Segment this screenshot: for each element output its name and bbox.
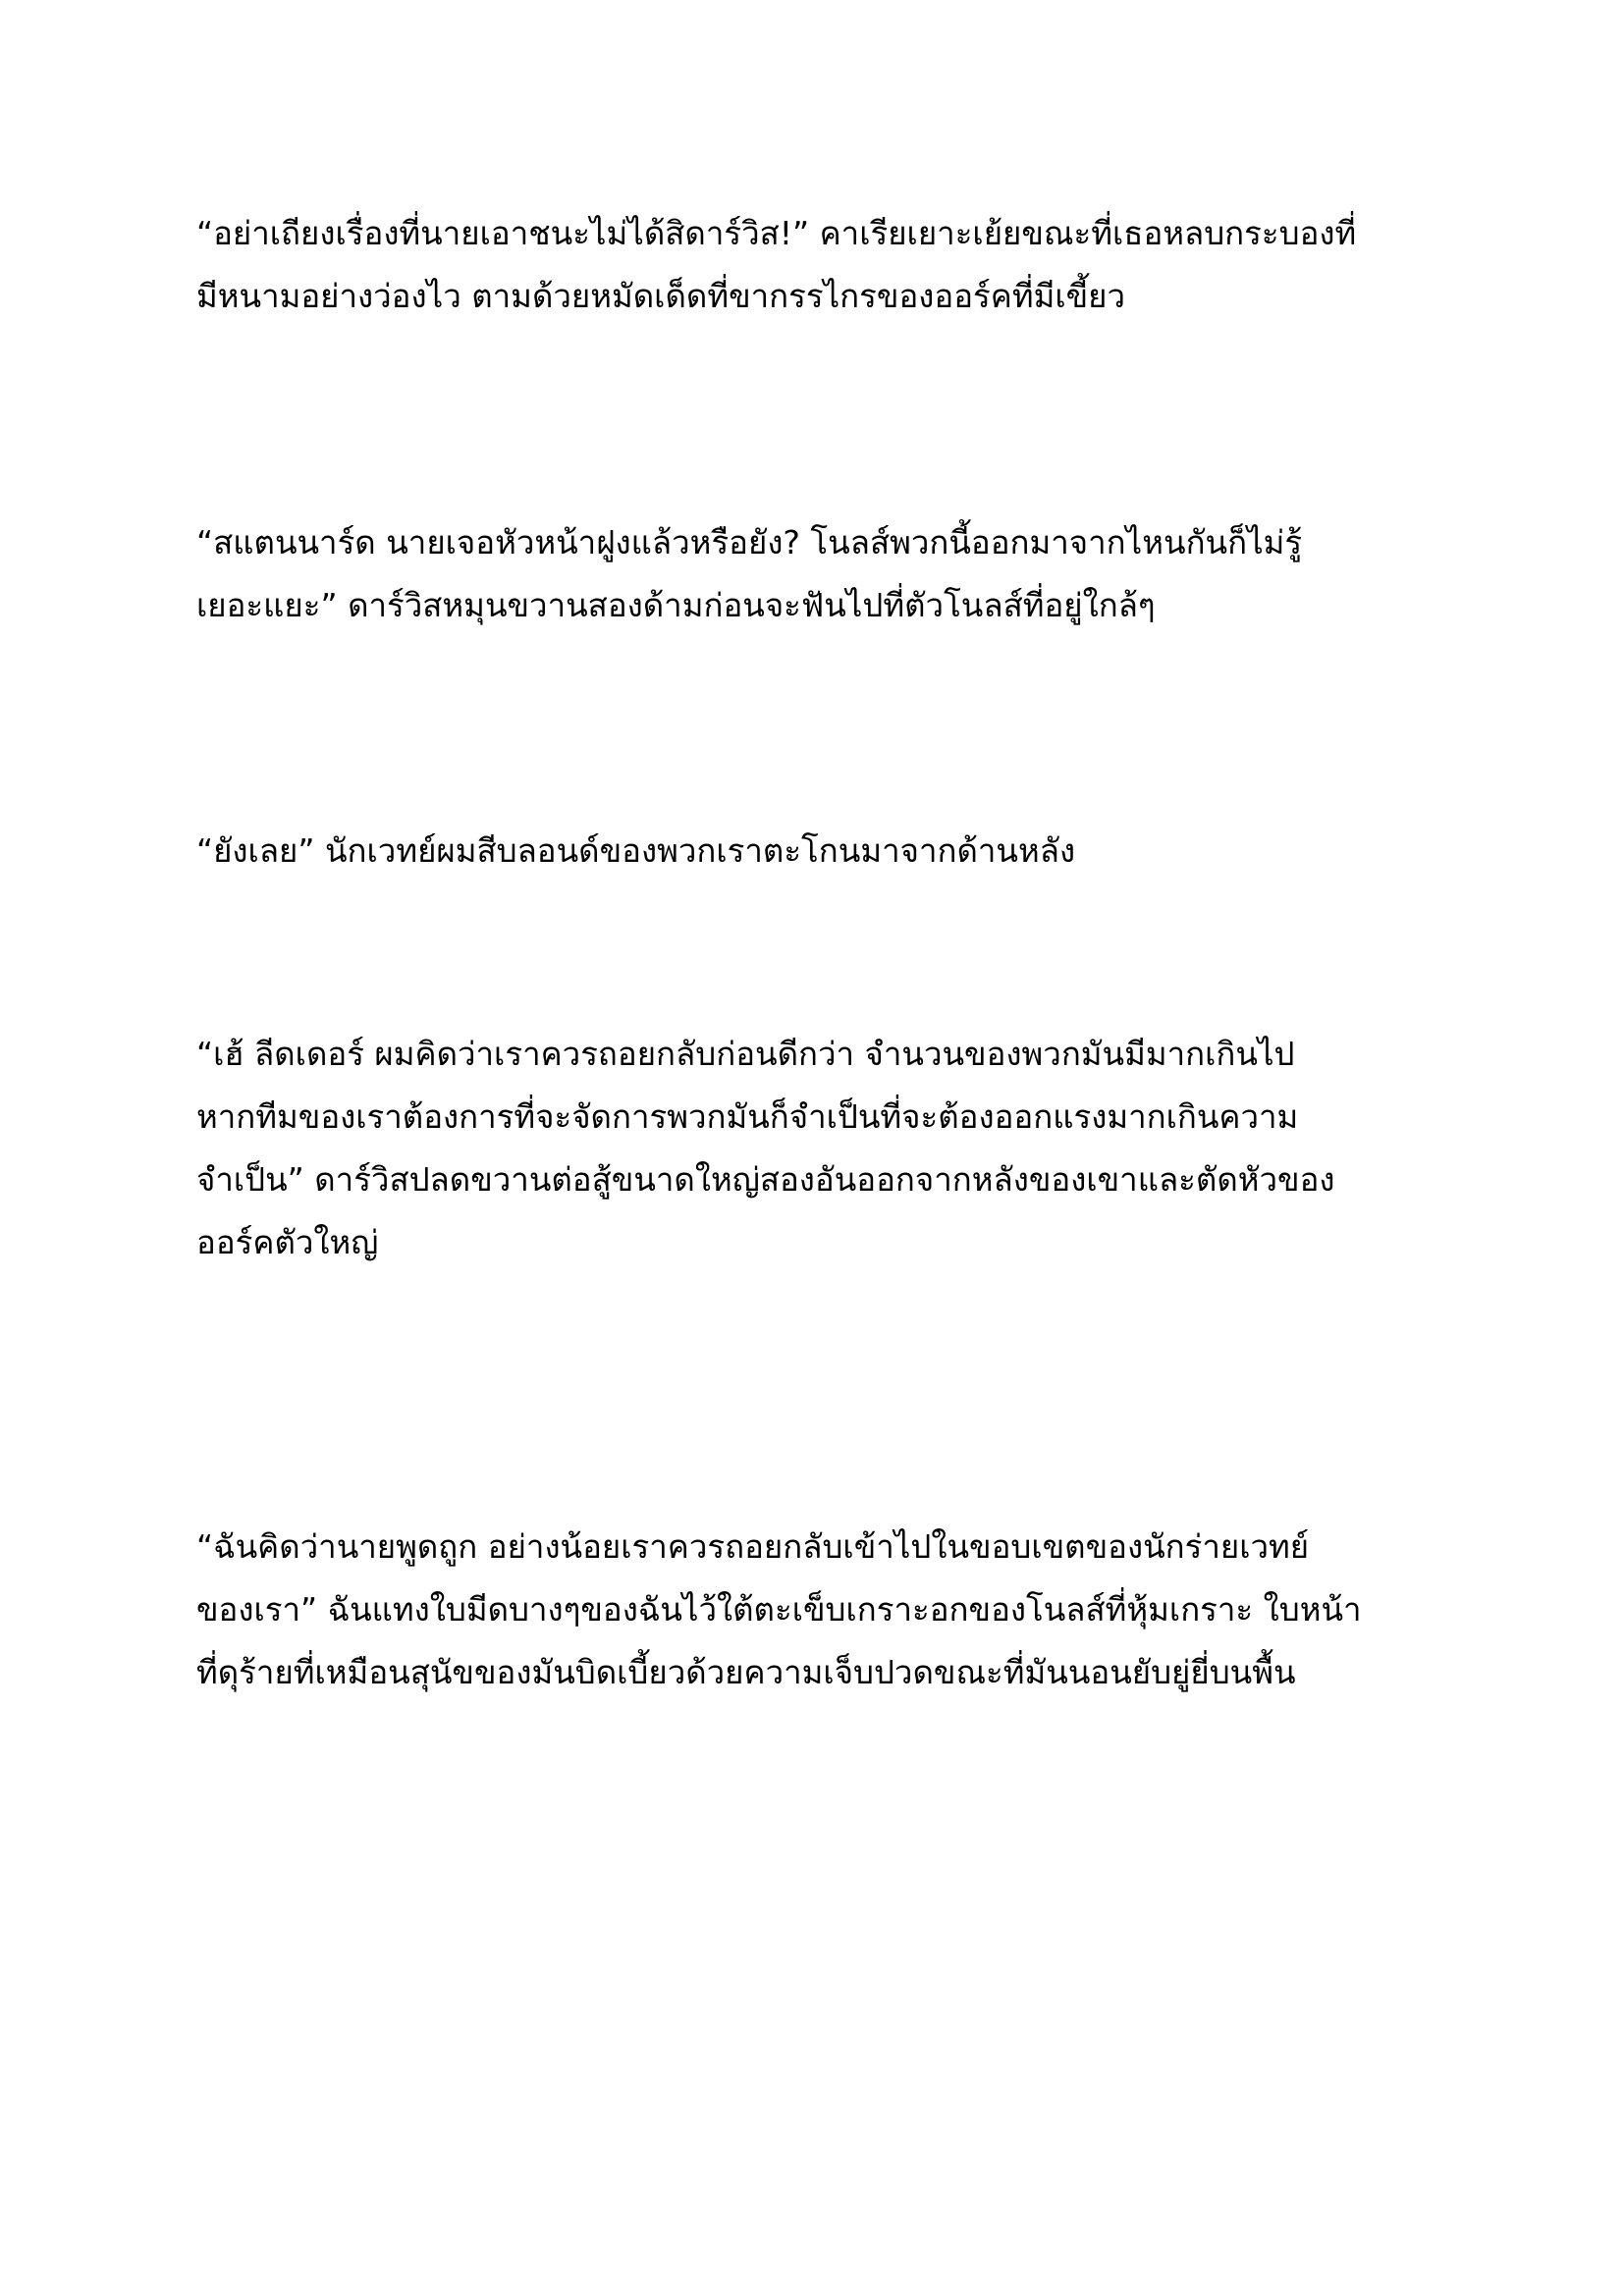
text-line: “ฉันคิดว่านายพูดถูก อย่างน้อยเราควรถอยกลับเข้าไปในขอบเขตของนักร่ายเวทย์ bbox=[196, 1527, 1310, 1566]
text-line: หากทีมของเราต้องการที่จะจัดการพวกมันก็จำเป็นที่จะต้องออกแรงมากเกินความ bbox=[196, 1097, 1299, 1136]
text-line: “เฮ้ ลีดเดอร์ ผมคิดว่าเราควรถอยกลับก่อนดีกว่า จำนวนของพวกมันมีมากเกินไป bbox=[196, 1035, 1295, 1073]
text-line: เยอะแยะ” ดาร์วิสหมุนขวานสองด้ามก่อนจะฟันไปที่ตัวโนลส์ที่อยู่ใกล้ๆ bbox=[196, 586, 1156, 624]
paragraph-3 bbox=[196, 820, 1443, 882]
text-line: ที่ดุร้ายที่เหมือนสุนัขของมันบิดเบี้ยวด้วยความเจ็บปวดขณะที่มันนอนยับยู่ยี่บนพื้น bbox=[196, 1653, 1296, 1691]
text-line: “ยังเลย” นักเวทย์ผมสีบลอนด์ของพวกเราตะโกนมาจากด้านหลัง bbox=[196, 831, 1076, 870]
text-line: “สแตนนาร์ด นายเจอหัวหน้าฝูงแล้วหรือยัง? โนลส์พวกนี้ออกมาจากไหนกันก็ไม่รู้ bbox=[196, 523, 1303, 561]
text-line: จำเป็น” ดาร์วิสปลดขวานต่อสู้ขนาดใหญ่สองอันออกจากหลังของเขาและตัดหัวของ bbox=[196, 1160, 1335, 1199]
paragraph-2 bbox=[196, 511, 1443, 637]
text-line: มีหนามอย่างว่องไว ตามด้วยหมัดเด็ดที่ขากรรไกรของออร์คที่มีเขี้ยว bbox=[196, 277, 1126, 315]
text-line: ของเรา” ฉันแทงใบมีดบางๆของฉันไว้ใต้ตะเข็บเกราะอกของโนลส์ที่หุ้มเกราะ ใบหน้า bbox=[196, 1590, 1362, 1629]
paragraph-5 bbox=[196, 1516, 1443, 1704]
text-line: “อย่าเถียงเรื่องที่นายเอาชนะไม่ได้สิดาร์วิส!” คาเรียเยาะเย้ยขณะที่เธอหลบกระบองที่ bbox=[196, 214, 1357, 252]
paragraph-1 bbox=[196, 202, 1443, 328]
paragraph-4 bbox=[196, 1023, 1443, 1274]
text-line: ออร์คตัวใหญ่ bbox=[196, 1223, 379, 1261]
